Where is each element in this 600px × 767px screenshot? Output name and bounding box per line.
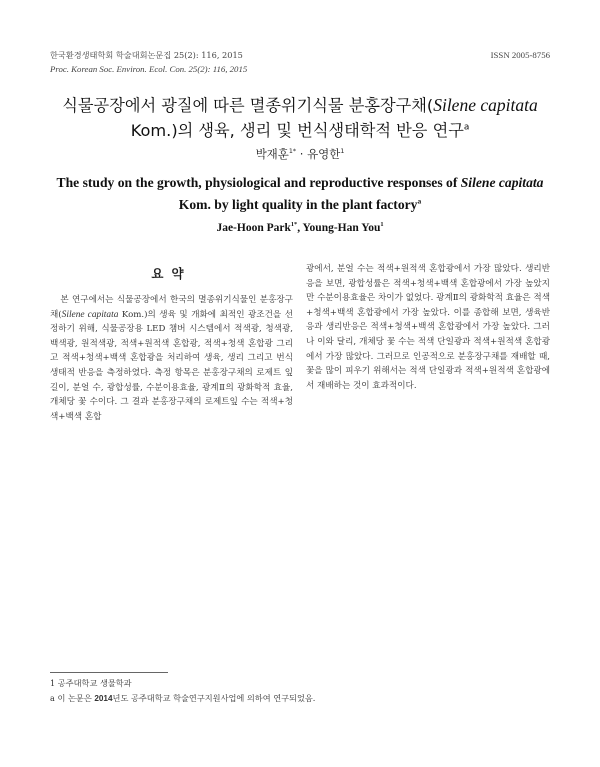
author1-ko-mark: 1*	[288, 148, 297, 156]
authors-korean	[0, 146, 600, 162]
footnote-funding-year: 2014	[94, 694, 113, 703]
title-en-part2: Kom. by light quality in the plant factory	[178, 197, 418, 212]
author1-ko: 박재훈	[255, 147, 289, 161]
issn: ISSN 2005-8756	[490, 50, 550, 60]
author2-ko: 유영한	[307, 147, 341, 161]
title-en-species: Silene capitata	[460, 175, 544, 190]
abstract-text-1: 본 연구에서는 식물공장에서 한국의 멸종위기식물인 분홍장구채(	[50, 295, 293, 320]
abstract-column-left	[50, 293, 293, 424]
title-ko-part2: Kom.)의 생육, 생리 및 번식생태학적 반응 연구	[130, 121, 464, 140]
journal-citation-en: Proc. Korean Soc. Environ. Ecol. Con. 25(2): 116, 2015	[50, 64, 248, 74]
title-en-mark: a	[417, 196, 422, 206]
abstract-paragraph	[50, 293, 293, 424]
author2-ko-mark: 1	[340, 148, 345, 156]
title-ko-species: Silene capitata	[433, 95, 538, 115]
title-ko-part1: 식물공장에서 광질에 따른 멸종위기식물 분홍장구채(	[62, 96, 434, 115]
author-separator-en: ,	[297, 222, 303, 234]
abstract-text-2: Kom.)의 생육 및 개화에 최적인 광조건을 선정하기 위해, 식물공장용 LED 챔버 시스템에서 적색광, 청색광, 백색광, 원적색광, 적색+원적색 혼합광, 적색+청색 혼합광 그리고 적색+청색+백색 혼합광을 처리하여 생육, 생리 그리고 번식생태적 반응을 측정하였다. 측정 항목은 분홍장구채의 로제트 잎 길이, 분얼 수, 광합성률, 수분이용효율, 광계Ⅱ의 광화학적 효율, 개체당 꽃 수이다. 그 결과 분홍장구채의 로제트잎 수는 적색+청색+백색 혼합	[50, 309, 293, 422]
abstract-species: Silene capitata	[61, 309, 119, 320]
abstract-heading: 요약	[151, 266, 192, 281]
title-korean	[40, 93, 560, 143]
abstract-paragraph-cont: 광에서, 분얼 수는 적색+원적색 혼합광에서 가장 많았다. 생리반응을 보면, 광합성률은 적색+청색+백색 혼합광에서 가장 높았지만 수분이용효율은 차이가 없었다. 광계Ⅱ의 광화학적 효율은 적색+청색+백색 혼합광에서 가장 높았다. 이를 종합해 보면, 생육반응과 생리반응은 적색+청색+백색 혼합광에서 가장 높았다. 그러나 이와 달리, 개체당 꽃 수는 적색 단일광과 적색+원적색 혼합광에서 가장 많았다. 그러므로 인공적으로 분홍장구채를 재배할 때, 꽃을 많이 피우기 위해서는 적색 단일광과 적색+원적색 혼합광에서 재배하는 것이 효과적이다.	[306, 264, 550, 391]
author1-en: Jae-Hoon Park	[216, 222, 291, 234]
footnote-funding-a: a 이 논문은	[50, 693, 95, 703]
title-ko-mark: a	[463, 122, 470, 133]
title-english	[40, 172, 560, 216]
title-en-part1: The study on the growth, physiological and reproductive responses of	[56, 175, 461, 190]
journal-citation-ko: 한국환경생태학회 학술대회논문집 25(2): 116, 2015	[50, 50, 243, 60]
authors-english	[0, 222, 600, 234]
footnote-divider	[50, 672, 168, 673]
footnote-funding	[50, 693, 315, 704]
footnote-funding-b: 년도 공주대학교 학술연구지원사업에 의하여 연구되었음.	[112, 693, 316, 703]
author2-en: Young-Han You	[302, 222, 381, 234]
author1-en-mark: 1*	[290, 221, 298, 229]
author-separator-ko: ·	[296, 147, 308, 161]
author2-en-mark: 1	[380, 221, 384, 229]
footnote-affiliation: 1 공주대학교 생물학과	[50, 678, 132, 688]
abstract-column-right	[306, 262, 550, 393]
